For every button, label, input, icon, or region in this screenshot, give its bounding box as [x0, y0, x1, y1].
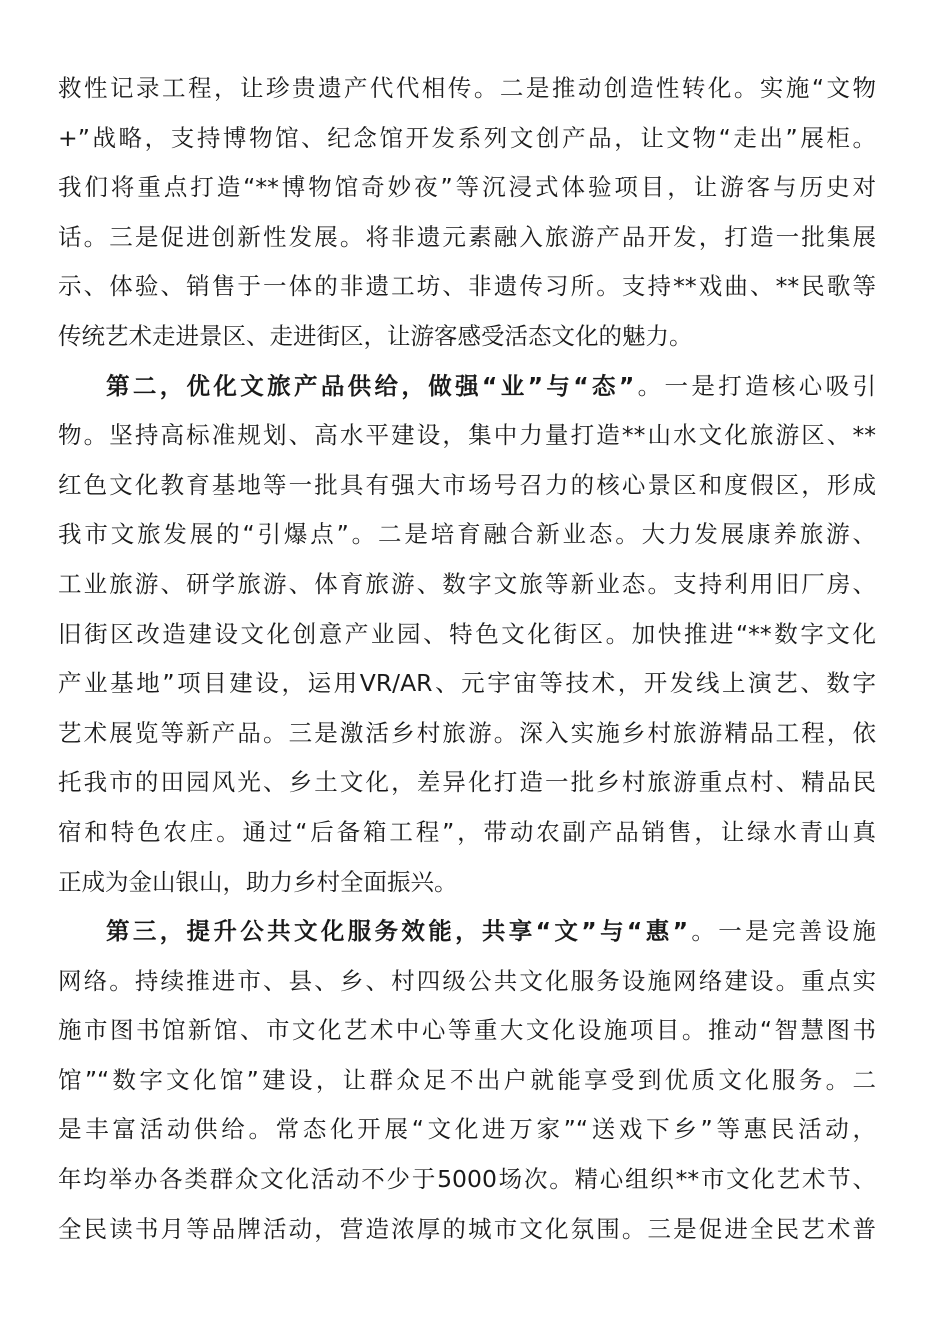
text-line: 工业旅游、研学旅游、体育旅游、数字文旅等新业态。支持利用旧厂房、: [58, 569, 876, 598]
text-line: 馆”“数字文化馆”建设，让群众足不出户就能享受到优质文化服务。二: [58, 1065, 876, 1094]
paragraph-first-line: [58, 907, 876, 957]
section-heading: 第二，优化文旅产品供给，做强“业”与“态”: [106, 371, 635, 400]
text-line: 我们将重点打造“**博物馆奇妙夜”等沉浸式体验项目，让游客与历史对: [58, 173, 876, 202]
document-page: [58, 64, 876, 1254]
text-line: 我市文旅发展的“引爆点”。二是培育融合新业态。大力发展康养旅游、: [58, 520, 876, 549]
text-line: 救性记录工程，让珍贵遗产代代相传。二是推动创造性转化。实施“文物: [58, 74, 876, 102]
text-run: 。一是打造核心吸引: [634, 371, 876, 400]
text-line: 话。三是促进创新性发展。将非遗元素融入旅游产品开发，打造一批集展: [58, 222, 876, 251]
text-run: 。一是完善设施: [688, 917, 876, 946]
text-line: 红色文化教育基地等一批具有强大市场号召力的核心景区和度假区，形成: [58, 470, 876, 499]
text-line: 示、体验、销售于一体的非遗工坊、非遗传习所。支持**戏曲、**民歌等: [58, 272, 876, 301]
text-line: 正成为金山银山，助力乡村全面振兴。: [58, 867, 458, 896]
text-line: 物。坚持高标准规划、高水平建设，集中力量打造**山水文化旅游区、**: [58, 421, 876, 450]
text-line: 宿和特色农庄。通过“后备箱工程”，带动农副产品销售，让绿水青山真: [58, 817, 876, 846]
text-line: 施市图书馆新馆、市文化艺术中心等重大文化设施项目。推动“智慧图书: [58, 1016, 876, 1045]
text-line: 全民读书月等品牌活动，营造浓厚的城市文化氛围。三是促进全民艺术普: [58, 1214, 876, 1243]
text-line: 是丰富活动供给。常态化开展“文化进万家”“送戏下乡”等惠民活动，: [58, 1115, 876, 1144]
text-line: 艺术展览等新产品。三是激活乡村旅游。深入实施乡村旅游精品工程，依: [58, 718, 876, 747]
text-line: 传统艺术走进景区、走进街区，让游客感受活态文化的魅力。: [58, 321, 693, 350]
text-line: 产业基地”项目建设，运用VR/AR、元宇宙等技术，开发线上演艺、数字: [58, 669, 876, 698]
text-line: +”战略，支持博物馆、纪念馆开发系列文创产品，让文物“走出”展柜。: [58, 123, 876, 152]
paragraph-first-line: [58, 362, 876, 412]
text-line: 网络。持续推进市、县、乡、村四级公共文化服务设施网络建设。重点实: [58, 966, 876, 995]
section-heading: 第三，提升公共文化服务效能，共享“文”与“惠”: [106, 917, 689, 946]
text-line: 年均举办各类群众文化活动不少于5000场次。精心组织**市文化艺术节、: [58, 1165, 876, 1194]
text-line: 托我市的田园风光、乡土文化，差异化打造一批乡村旅游重点村、精品民: [58, 768, 876, 797]
text-line: 旧街区改造建设文化创意产业园、特色文化街区。加快推进“**数字文化: [58, 619, 876, 648]
